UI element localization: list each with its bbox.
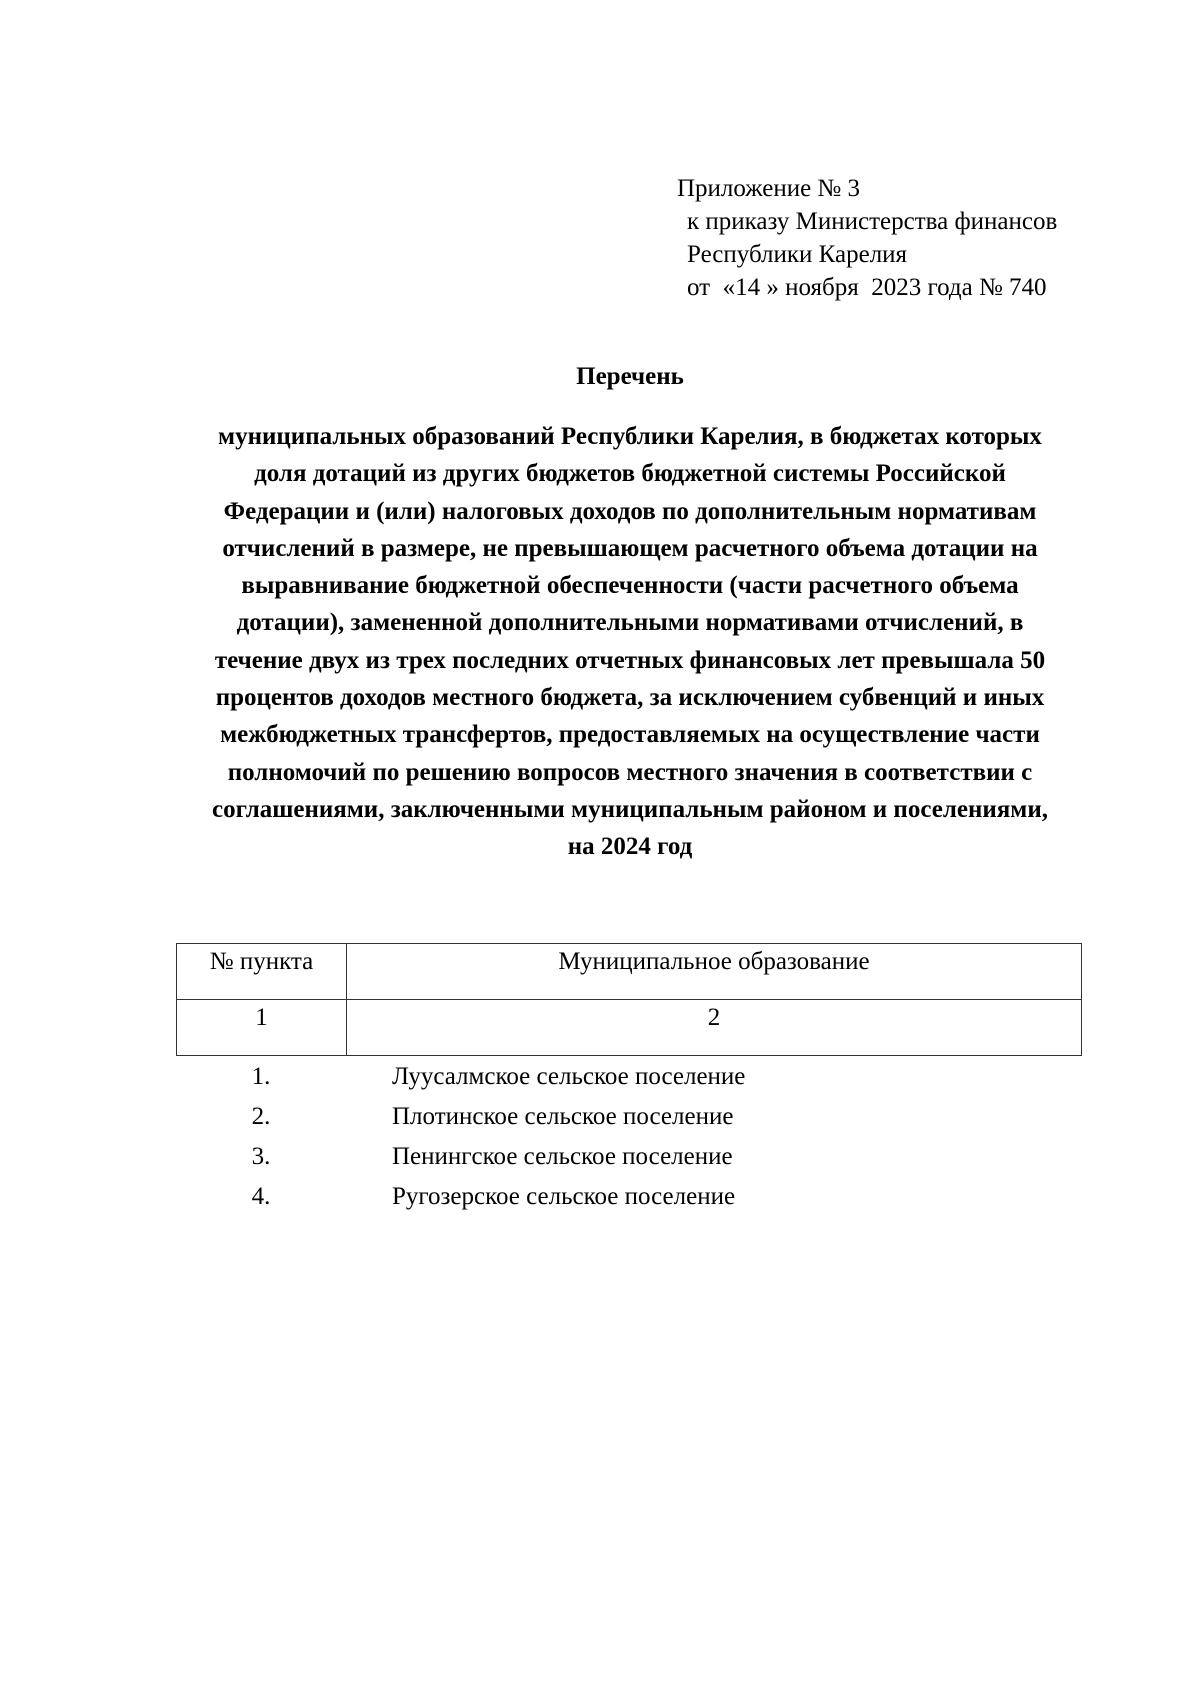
subtitle-line: полномочий по решению вопросов местного значения в соответствии с: [227, 758, 1033, 786]
row-municipality: Луусалмское сельское поселение: [392, 1063, 746, 1090]
subtitle-line: на 2024 год: [567, 833, 693, 861]
document-subtitle: [150, 418, 1110, 866]
row-number: 2.: [251, 1103, 271, 1130]
municipality-list: [176, 1063, 1082, 1223]
subtitle-line: отчислений в размере, не превышающем расчетного объема дотации на: [222, 534, 1038, 562]
subtitle-line: течение двух из трех последних отчетных финансовых лет превышала 50: [214, 646, 1046, 674]
appendix-order-ref: к приказу Министерства финансов: [687, 208, 1058, 235]
header-table: [176, 943, 1082, 1056]
table-header-row: [177, 944, 1082, 1000]
row-municipality: Плотинское сельское поселение: [392, 1103, 734, 1130]
table-row: [176, 1063, 1082, 1103]
subtitle-line: межбюджетных трансфертов, предоставляемых на осуществление части: [220, 721, 1040, 749]
subtitle-line: дотации), замененной дополнительными нормативами отчислений, в: [236, 609, 1024, 637]
header-cell-number: № пункта: [177, 944, 347, 1000]
subtitle-line: доля дотаций из других бюджетов бюджетной системы Российской: [254, 460, 1006, 488]
table-row: [176, 1103, 1082, 1143]
row-municipality: Пенингское сельское поселение: [392, 1143, 733, 1170]
row-number: 3.: [251, 1143, 271, 1170]
subtitle-line: муниципальных образований Республики Карелия, в бюджетах которых: [218, 423, 1042, 450]
column-number-1: 1: [177, 1000, 347, 1056]
subtitle-line: выравнивание бюджетной обеспеченности (части расчетного объема: [241, 572, 1019, 600]
table-column-number-row: [177, 1000, 1082, 1056]
appendix-block: [677, 172, 1057, 304]
subtitle-line: процентов доходов местного бюджета, за исключением субвенций и иных: [215, 684, 1045, 712]
document-title: Перечень: [576, 363, 684, 390]
appendix-republic: Республики Карелия: [687, 241, 908, 268]
table-row: [176, 1183, 1082, 1223]
subtitle-line: Федерации и (или) налоговых доходов по дополнительным нормативам: [223, 497, 1037, 525]
column-number-2: 2: [347, 1000, 1082, 1056]
row-municipality: Ругозерское сельское поселение: [392, 1183, 736, 1210]
table-row: [176, 1143, 1082, 1183]
row-number: 1.: [251, 1063, 271, 1090]
header-cell-municipality: Муниципальное образование: [347, 944, 1082, 1000]
row-number: 4.: [251, 1183, 271, 1210]
appendix-number: Приложение № 3: [677, 175, 861, 202]
appendix-date: от «14 » ноября 2023 года № 740: [687, 274, 1047, 301]
subtitle-line: соглашениями, заключенными муниципальным районом и поселениями,: [212, 795, 1048, 823]
